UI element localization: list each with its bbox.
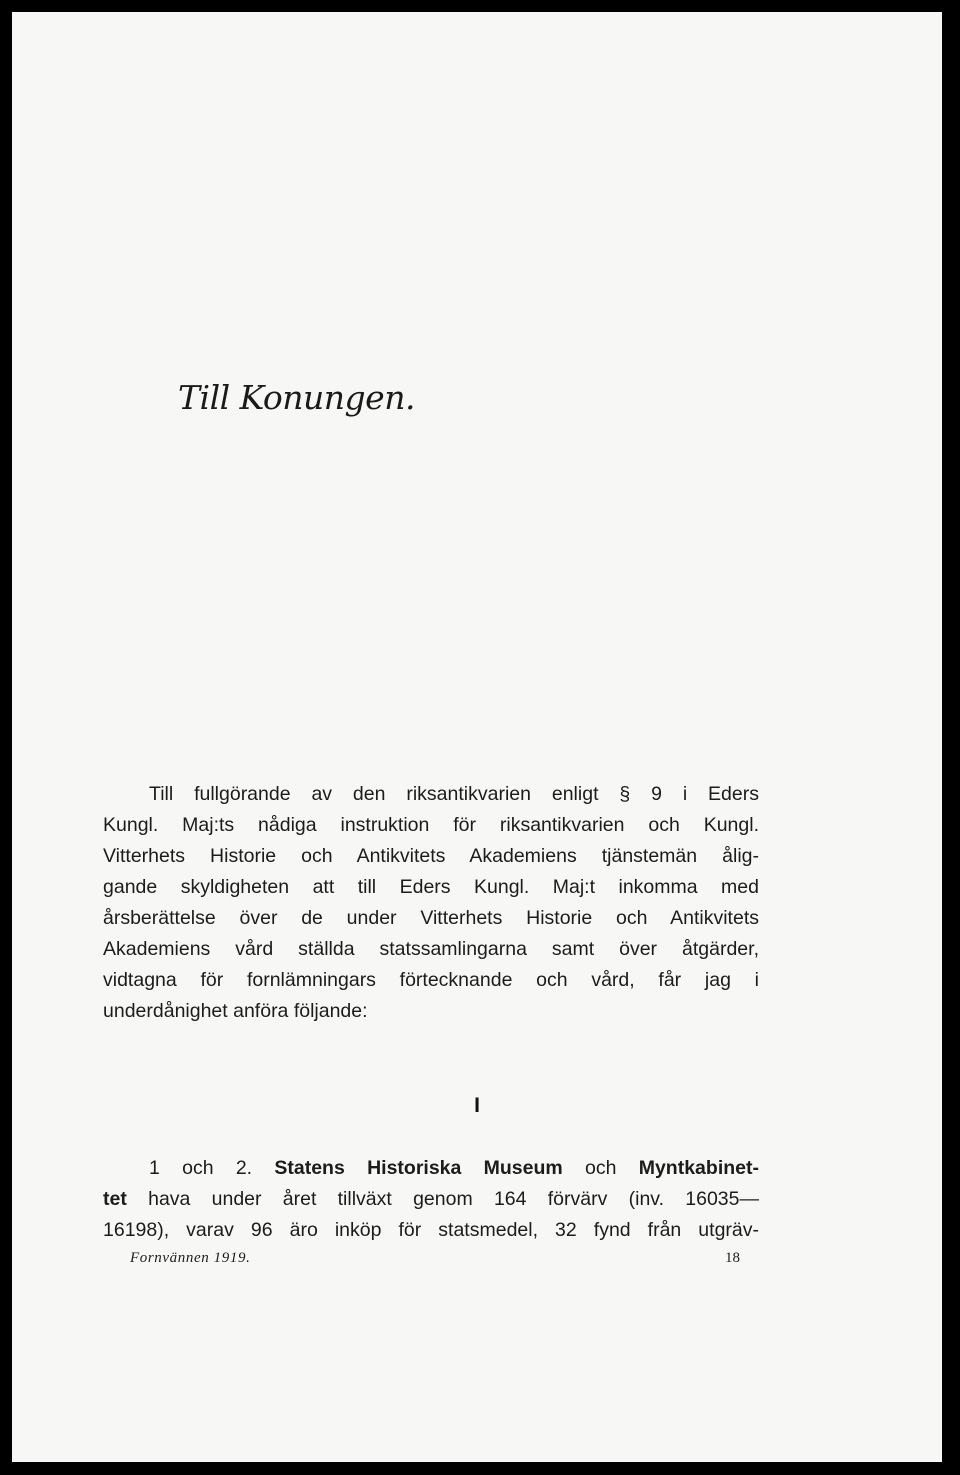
intro-line: vidtagna för fornlämningars förtecknande och vård, får jag i [103, 969, 759, 991]
section-heading: I [474, 1094, 480, 1117]
section-connector: och [562, 1157, 639, 1179]
section-text: hava under året tillväxt genom 164 förvärv (inv. 16035— [126, 1188, 759, 1210]
journal-name: Fornvännen 1919. [130, 1250, 251, 1266]
document-page [12, 12, 942, 1462]
intro-line: Till fullgörande av den riksantikvarien enligt § 9 i Eders [149, 783, 759, 805]
intro-line: Vitterhets Historie och Antikvitets Akademiens tjänstemän ålig- [103, 845, 759, 867]
cabinet-name-part2: tet [103, 1188, 127, 1210]
museum-name: Statens Historiska Museum [274, 1157, 563, 1179]
section-line [103, 1153, 759, 1184]
page-footer [130, 1250, 740, 1274]
intro-line: årsberättelse över de under Vitterhets Historie och Antikvitets [103, 907, 759, 929]
signature-mark: 18 [725, 1250, 740, 1266]
intro-line: Akademiens vård ställda statssamlingarna samt över åtgärder, [103, 938, 759, 960]
intro-line: gande skyldigheten att till Eders Kungl. Maj:t inkomma med [103, 876, 759, 898]
section-number: 1 och 2. [149, 1157, 275, 1179]
intro-line: Kungl. Maj:ts nådiga instruktion för riksantikvarien och Kungl. [103, 814, 759, 836]
cabinet-name-part1: Myntkabinet- [638, 1157, 759, 1179]
intro-line: underdånighet anföra följande: [103, 1000, 368, 1022]
section-paragraph [103, 1153, 759, 1246]
page-title: Till Konungen. [178, 378, 415, 417]
intro-paragraph [103, 779, 759, 1027]
section-line [103, 1184, 759, 1215]
section-line: 16198), varav 96 äro inköp för statsmedel, 32 fynd från utgräv- [103, 1219, 759, 1241]
